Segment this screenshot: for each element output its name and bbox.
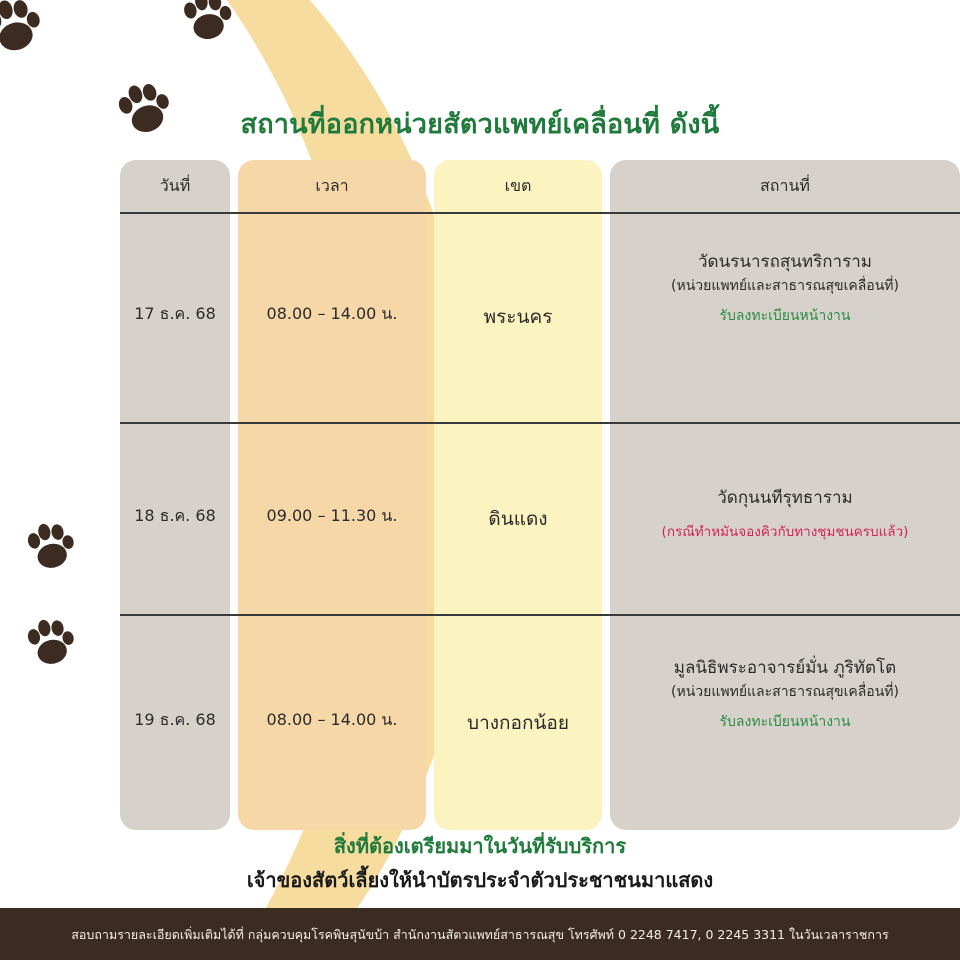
- cell-place: [610, 656, 960, 733]
- cell-date: 18 ธ.ค. 68: [134, 506, 216, 525]
- footer-bar: [0, 908, 960, 960]
- place-detail: (หน่วยแพทย์และสาธารณสุขเคลื่อนที่): [671, 683, 899, 700]
- cell-time: 08.00 – 14.00 น.: [266, 304, 398, 323]
- cell-zone: ดินแดง: [488, 508, 548, 530]
- place-note: (กรณีทำหมันจองคิวกับทางชุมชนครบแล้ว): [661, 523, 909, 540]
- cell-zone: พระนคร: [483, 306, 553, 328]
- cell-place: [610, 250, 960, 327]
- cell-zone: บางกอกน้อย: [467, 712, 569, 734]
- cell-time: 09.00 – 11.30 น.: [266, 506, 398, 525]
- table-row: [120, 616, 960, 830]
- cell-date: 17 ธ.ค. 68: [134, 304, 216, 323]
- place-note: รับลงทะเบียนหน้างาน: [719, 307, 851, 324]
- place-name: วัดนรนารถสุนทริการาม: [698, 252, 872, 272]
- column-header-zone: เขต: [504, 176, 532, 195]
- prepare-text: เจ้าของสัตว์เลี้ยงให้นำบัตรประจำตัวประชาชนมาแสดง: [246, 868, 714, 892]
- place-detail: (หน่วยแพทย์และสาธารณสุขเคลื่อนที่): [671, 277, 899, 294]
- column-header-date: วันที่: [159, 176, 191, 195]
- table-row: [120, 424, 960, 614]
- table-header-row: [120, 160, 960, 215]
- column-header-place: สถานที่: [760, 176, 810, 195]
- place-name: มูลนิธิพระอาจารย์มั่น ภูริทัตโต: [673, 658, 897, 678]
- prepare-title: สิ่งที่ต้องเตรียมมาในวันที่รับบริการ: [333, 834, 627, 858]
- column-header-time: เวลา: [315, 176, 349, 195]
- table-row: [120, 214, 960, 422]
- schedule-table: [120, 160, 960, 830]
- cell-date: 19 ธ.ค. 68: [134, 710, 216, 729]
- place-name: วัดกุนนทีรุทธาราม: [717, 488, 853, 508]
- cell-time: 08.00 – 14.00 น.: [266, 710, 398, 729]
- cell-place: [610, 486, 960, 542]
- footer-contact-text: สอบถามรายละเอียดเพิ่มเติมได้ที่ กลุ่มควบคุมโรคพิษสุนัขบ้า สำนักงานสัตวแพทย์สาธารณสุข โทรศัพท์ 0 2248 7417, 0 2245 3311 ในวันเวลาราชการ: [71, 927, 889, 942]
- page-title: สถานที่ออกหน่วยสัตวแพทย์เคลื่อนที่ ดังนี้: [240, 109, 720, 140]
- place-note: รับลงทะเบียนหน้างาน: [719, 713, 851, 730]
